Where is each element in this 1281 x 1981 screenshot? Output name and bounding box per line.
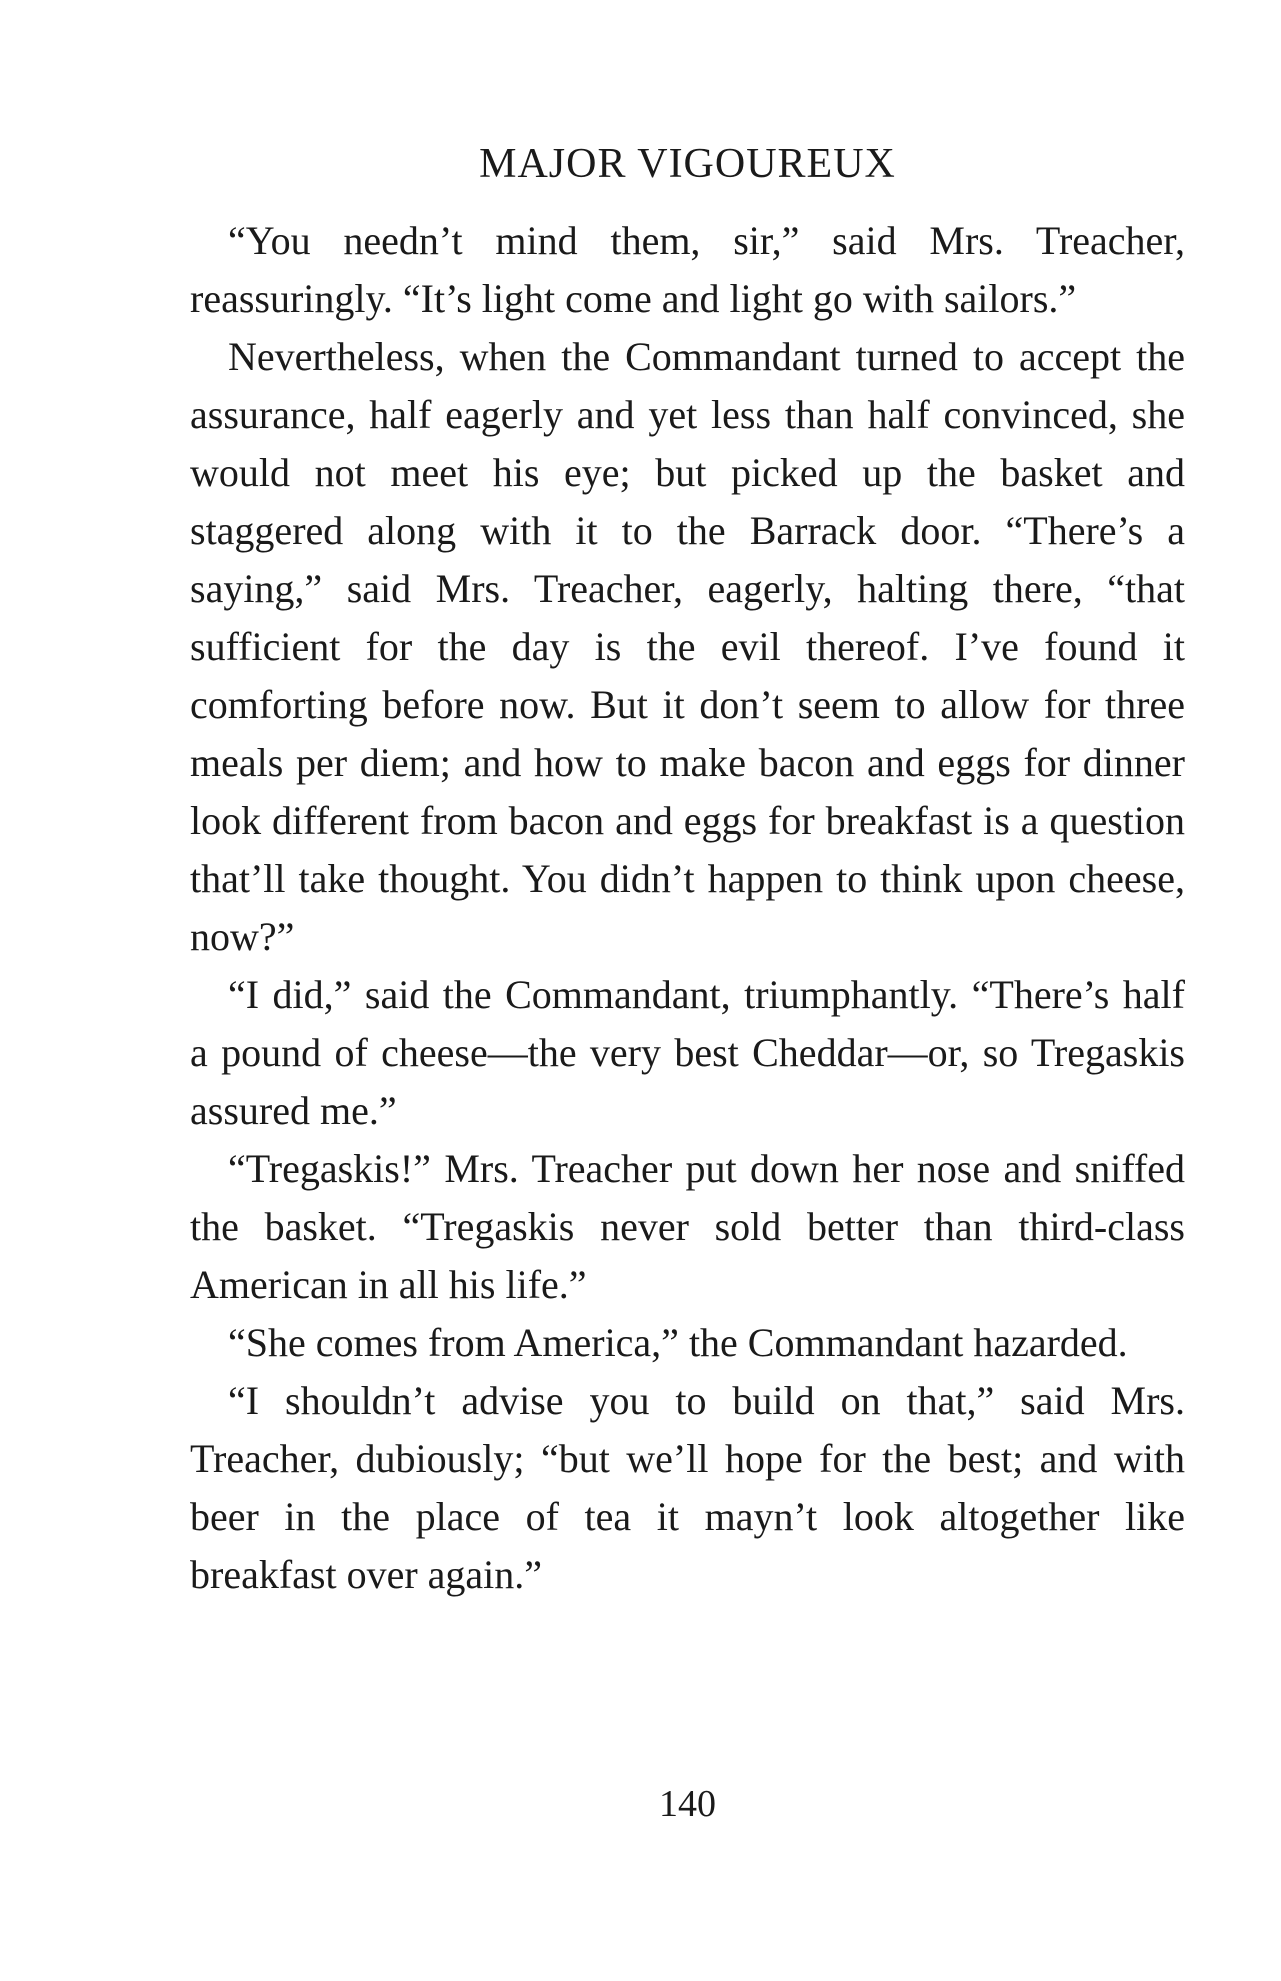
running-head: MAJOR VIGOUREUX bbox=[479, 141, 896, 187]
page-number: 140 bbox=[659, 1783, 716, 1825]
paragraph: “I shouldn’t advise you to build on that,” said Mrs. Treacher, dubiously; “but we’ll hope for the best; and with beer in the place of tea it mayn’t look altogether like breakfast over again.” bbox=[190, 1378, 1185, 1597]
paragraph: “Tregaskis!” Mrs. Treacher put down her nose and sniffed the basket. “Tregaskis never sold better than third-class American in all his life.” bbox=[190, 1146, 1185, 1307]
paragraph: Nevertheless, when the Commandant turned to accept the assurance, half eagerly and yet less than half convinced, she would not meet his eye; but picked up the basket and staggered along with it to the Barrack door. “There’s a saying,” said Mrs. Treacher, eagerly, halting there, “that sufficient for the day is the evil thereof. I’ve found it comforting before now. But it don’t seem to allow for three meals per diem; and how to make bacon and eggs for dinner look different from bacon and eggs for breakfast is a question that’ll take thought. You didn’t happen to think upon cheese, now?” bbox=[190, 334, 1185, 959]
body-text bbox=[190, 212, 1185, 1604]
paragraph: “She comes from America,” the Commandant hazarded. bbox=[228, 1320, 1128, 1365]
paragraph: “You needn’t mind them, sir,” said Mrs. Treacher, reassuringly. “It’s light come and light go with sailors.” bbox=[190, 218, 1185, 321]
paragraph: “I did,” said the Commandant, triumphantly. “There’s half a pound of cheese—the very best Cheddar—or, so Tregaskis assured me.” bbox=[190, 972, 1185, 1133]
